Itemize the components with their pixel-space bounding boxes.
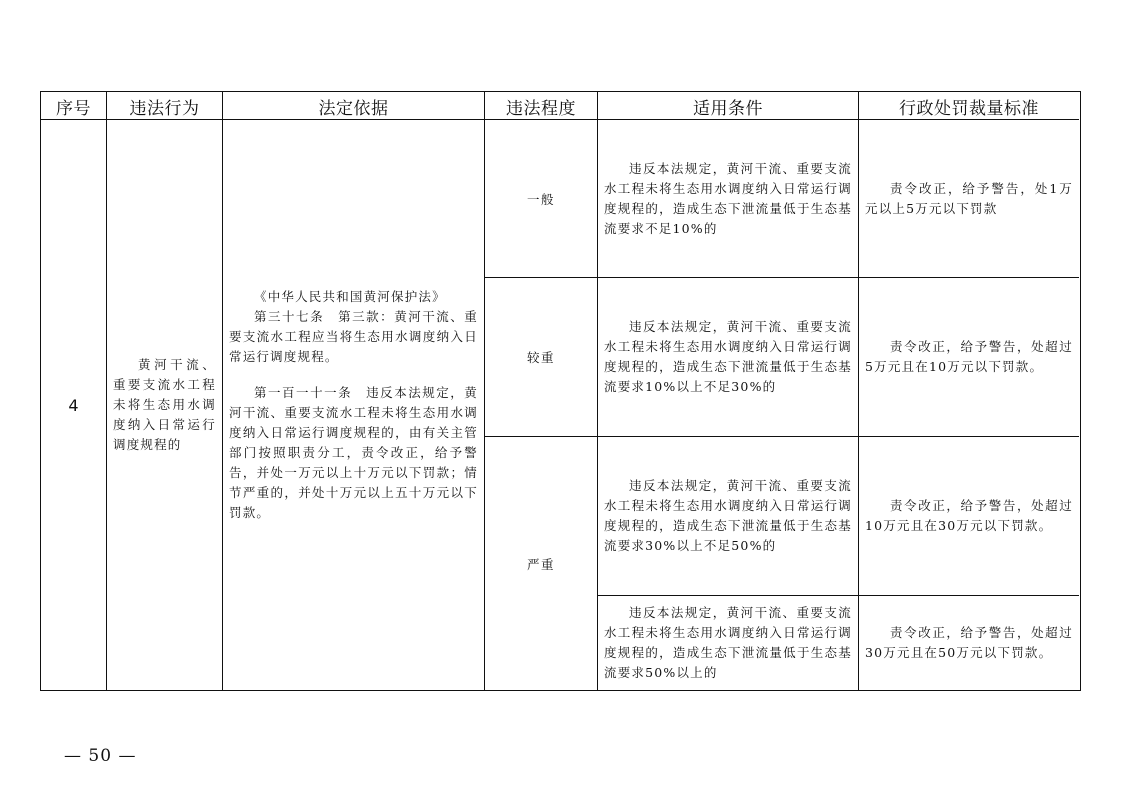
legal-basis-cell [223, 120, 484, 690]
legal-basis-text [229, 287, 478, 523]
penalty-text: 责令改正，给予警告，处超过5万元且在10万元以下罚款。 [865, 339, 1073, 374]
law-title: 《中华人民共和国黄河保护法》 [254, 289, 446, 304]
penalty-cell [859, 278, 1079, 436]
condition-cell [598, 120, 858, 277]
article-111: 第一百一十一条 违反本法规定，黄河干流、重要支流水工程未将生态用水调度纳入日常运行调度规程的，由有关主管部门按照职责分工，责令改正，给予警告，并处一万元以上十万元以下罚款；情节严重的，并处十万元以上五十万元以下罚款。 [229, 385, 478, 520]
header-index: 序号 [56, 98, 91, 119]
header-penalty-standard: 行政处罚裁量标准 [899, 98, 1039, 119]
condition-text: 违反本法规定，黄河干流、重要支流水工程未将生态用水调度纳入日常运行调度规程的，造成生态下泄流量低于生态基流要求不足10%的 [604, 160, 852, 236]
penalty-cell [859, 596, 1079, 690]
degree-general: 一般 [526, 191, 555, 207]
penalty-cell [859, 120, 1079, 277]
condition-text: 违反本法规定，黄河干流、重要支流水工程未将生态用水调度纳入日常运行调度规程的，造成生态下泄流量低于生态基流要求50%以上的 [604, 605, 852, 680]
violation-text: 黄河干流、重要支流水工程未将生态用水调度纳入日常运行调度规程的 [113, 357, 216, 452]
header-violation: 违法行为 [129, 98, 200, 119]
row-index: 4 [68, 395, 79, 415]
header-legal-basis: 法定依据 [318, 98, 389, 119]
condition-cell [598, 596, 858, 690]
header-degree: 违法程度 [506, 98, 576, 119]
condition-cell [598, 437, 858, 595]
penalty-text: 责令改正，给予警告，处超过30万元且在50万元以下罚款。 [865, 625, 1073, 660]
penalty-text: 责令改正，给予警告，处超过10万元且在30万元以下罚款。 [865, 498, 1073, 533]
degree-serious: 较重 [526, 350, 555, 365]
condition-text: 违反本法规定，黄河干流、重要支流水工程未将生态用水调度纳入日常运行调度规程的，造成生态下泄流量低于生态基流要求30%以上不足50%的 [604, 478, 852, 553]
violation-cell [107, 120, 222, 690]
penalty-table [40, 91, 1081, 691]
header-conditions: 适用条件 [693, 98, 763, 119]
condition-cell [598, 278, 858, 436]
condition-text: 违反本法规定，黄河干流、重要支流水工程未将生态用水调度纳入日常运行调度规程的，造成生态下泄流量低于生态基流要求10%以上不足30%的 [604, 319, 852, 394]
article-37: 第三十七条 第三款：黄河干流、重要支流水工程应当将生态用水调度纳入日常运行调度规程。 [229, 309, 478, 364]
penalty-cell [859, 437, 1079, 595]
page-number: — 50 — [64, 746, 137, 766]
degree-severe: 严重 [526, 556, 555, 572]
penalty-text: 责令改正，给予警告，处1万元以上5万元以下罚款 [865, 180, 1073, 216]
